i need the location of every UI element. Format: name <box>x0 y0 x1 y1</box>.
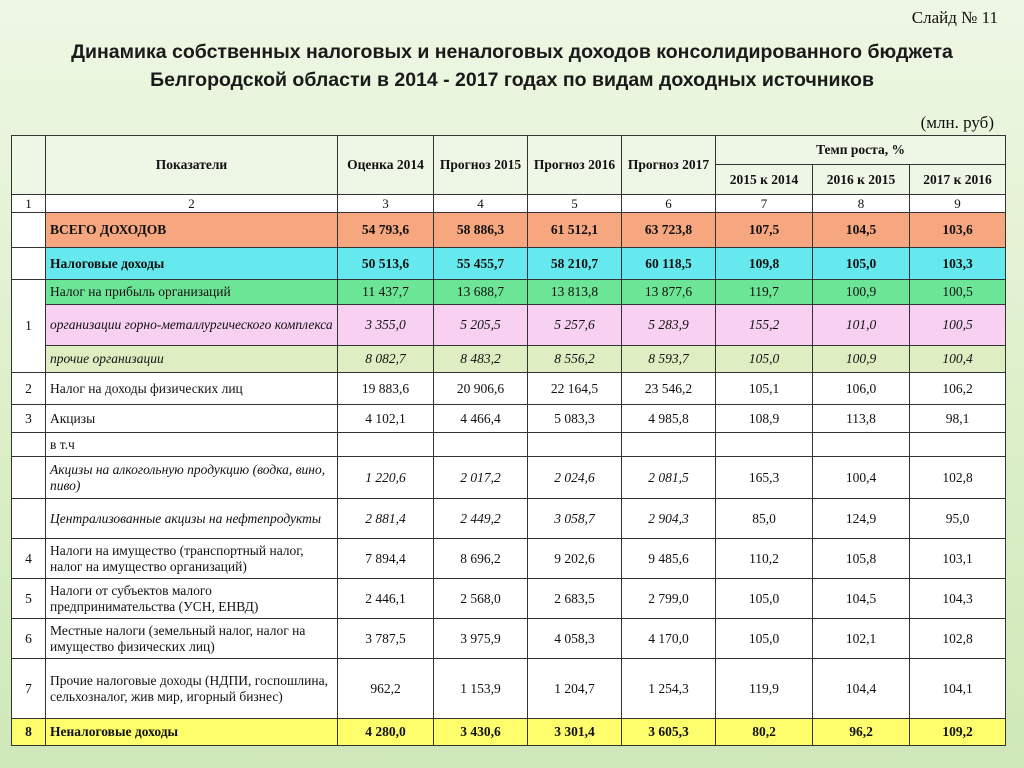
cell: 8 556,2 <box>528 346 622 373</box>
cell: 55 455,7 <box>434 248 528 280</box>
cell: 85,0 <box>716 499 813 539</box>
col-number: 3 <box>338 195 434 213</box>
cell <box>528 433 622 457</box>
cell: 103,3 <box>910 248 1006 280</box>
cell: 23 546,2 <box>622 373 716 405</box>
cell <box>813 433 910 457</box>
col-number: 5 <box>528 195 622 213</box>
row-other-companies <box>12 346 1006 373</box>
cell: 105,0 <box>813 248 910 280</box>
units-label: (млн. руб) <box>920 113 994 132</box>
row-small-business-tax <box>12 579 1006 619</box>
row-label: Налоги от субъектов малого предпринимательства (УСН, ЕНВД) <box>46 579 338 619</box>
cell: 4 466,4 <box>434 405 528 433</box>
header-growth-2016: 2016 к 2015 <box>813 165 910 195</box>
cell: 105,8 <box>813 539 910 579</box>
header-forecast-2017: Прогноз 2017 <box>622 136 716 195</box>
cell: 104,4 <box>813 659 910 719</box>
cell: 4 102,1 <box>338 405 434 433</box>
cell: 2 017,2 <box>434 457 528 499</box>
cell: 13 813,8 <box>528 280 622 305</box>
cell: 2 024,6 <box>528 457 622 499</box>
cell <box>434 433 528 457</box>
cell <box>716 433 813 457</box>
cell: 58 886,3 <box>434 213 528 248</box>
cell: 5 083,3 <box>528 405 622 433</box>
cell: 3 975,9 <box>434 619 528 659</box>
row-label: организации горно-металлургического комплекса <box>46 305 338 346</box>
revenue-table <box>11 135 1006 746</box>
cell: 3 355,0 <box>338 305 434 346</box>
cell: 5 205,5 <box>434 305 528 346</box>
cell: 20 906,6 <box>434 373 528 405</box>
row-mining-companies <box>12 305 1006 346</box>
cell: 124,9 <box>813 499 910 539</box>
cell: 3 605,3 <box>622 719 716 746</box>
cell: 104,1 <box>910 659 1006 719</box>
row-label: Местные налоги (земельный налог, налог на имущество физических лиц) <box>46 619 338 659</box>
cell: 61 512,1 <box>528 213 622 248</box>
row-nontax-revenue <box>12 719 1006 746</box>
row-label: Налог на прибыль организаций <box>46 280 338 305</box>
cell: 103,6 <box>910 213 1006 248</box>
cell: 95,0 <box>910 499 1006 539</box>
cell: 3 787,5 <box>338 619 434 659</box>
cell: 50 513,6 <box>338 248 434 280</box>
header-index <box>12 136 46 195</box>
cell: 4 058,3 <box>528 619 622 659</box>
cell: 104,5 <box>813 579 910 619</box>
cell: 3 058,7 <box>528 499 622 539</box>
cell: 4 985,8 <box>622 405 716 433</box>
cell: 2 799,0 <box>622 579 716 619</box>
cell: 105,0 <box>716 619 813 659</box>
cell: 8 696,2 <box>434 539 528 579</box>
row-total-revenue <box>12 213 1006 248</box>
cell: 119,7 <box>716 280 813 305</box>
cell: 7 894,4 <box>338 539 434 579</box>
row-label: Прочие налоговые доходы (НДПИ, госпошлина, сельхозналог, жив мир, игорный бизнес) <box>46 659 338 719</box>
row-other-tax <box>12 659 1006 719</box>
cell: 9 202,6 <box>528 539 622 579</box>
cell: 2 683,5 <box>528 579 622 619</box>
page-title <box>20 38 1004 94</box>
cell <box>910 433 1006 457</box>
cell: 105,0 <box>716 579 813 619</box>
cell: 100,9 <box>813 280 910 305</box>
cell: 2 081,5 <box>622 457 716 499</box>
cell: 3 430,6 <box>434 719 528 746</box>
row-index: 4 <box>12 539 46 579</box>
col-number: 8 <box>813 195 910 213</box>
cell: 60 118,5 <box>622 248 716 280</box>
col-number: 2 <box>46 195 338 213</box>
col-number: 1 <box>12 195 46 213</box>
row-index <box>12 213 46 248</box>
row-label: прочие организации <box>46 346 338 373</box>
cell: 102,1 <box>813 619 910 659</box>
cell: 119,9 <box>716 659 813 719</box>
cell: 113,8 <box>813 405 910 433</box>
cell: 1 153,9 <box>434 659 528 719</box>
cell: 11 437,7 <box>338 280 434 305</box>
row-label: Налоги на имущество (транспортный налог, налог на имущество организаций) <box>46 539 338 579</box>
row-profit-tax <box>12 280 1006 305</box>
cell: 1 254,3 <box>622 659 716 719</box>
row-index: 5 <box>12 579 46 619</box>
cell: 8 593,7 <box>622 346 716 373</box>
cell: 962,2 <box>338 659 434 719</box>
row-index <box>12 499 46 539</box>
slide-number: Слайд № 11 <box>911 8 998 27</box>
row-index <box>12 457 46 499</box>
row-label: Налоговые доходы <box>46 248 338 280</box>
row-index: 2 <box>12 373 46 405</box>
row-index <box>12 433 46 457</box>
cell: 58 210,7 <box>528 248 622 280</box>
cell: 108,9 <box>716 405 813 433</box>
title-line-2: Белгородской области в 2014 - 2017 годах по видам доходных источников <box>150 69 874 91</box>
cell: 4 280,0 <box>338 719 434 746</box>
row-label: в т.ч <box>46 433 338 457</box>
cell: 100,4 <box>910 346 1006 373</box>
cell: 106,2 <box>910 373 1006 405</box>
cell: 9 485,6 <box>622 539 716 579</box>
row-tax-revenue <box>12 248 1006 280</box>
cell: 2 449,2 <box>434 499 528 539</box>
cell: 8 082,7 <box>338 346 434 373</box>
cell: 165,3 <box>716 457 813 499</box>
cell: 109,2 <box>910 719 1006 746</box>
row-label: Акцизы на алкогольную продукцию (водка, вино, пиво) <box>46 457 338 499</box>
cell: 5 283,9 <box>622 305 716 346</box>
cell: 103,1 <box>910 539 1006 579</box>
col-number: 7 <box>716 195 813 213</box>
row-alcohol-excise <box>12 457 1006 499</box>
row-label: Налог на доходы физических лиц <box>46 373 338 405</box>
row-label: Акцизы <box>46 405 338 433</box>
header-estimate-2014: Оценка 2014 <box>338 136 434 195</box>
cell: 100,9 <box>813 346 910 373</box>
cell: 19 883,6 <box>338 373 434 405</box>
cell: 13 877,6 <box>622 280 716 305</box>
header-indicators: Показатели <box>46 136 338 195</box>
row-index <box>12 248 46 280</box>
row-label: ВСЕГО ДОХОДОВ <box>46 213 338 248</box>
header-growth-2017: 2017 к 2016 <box>910 165 1006 195</box>
cell: 100,4 <box>813 457 910 499</box>
column-numbers-row <box>12 195 1006 213</box>
cell: 105,0 <box>716 346 813 373</box>
cell: 4 170,0 <box>622 619 716 659</box>
title-line-1: Динамика собственных налоговых и неналоговых доходов консолидированного бюджета <box>71 41 953 63</box>
cell: 22 164,5 <box>528 373 622 405</box>
header-growth-rate: Темп роста, % <box>716 136 1006 165</box>
cell: 2 568,0 <box>434 579 528 619</box>
cell: 100,5 <box>910 305 1006 346</box>
cell: 2 446,1 <box>338 579 434 619</box>
cell: 13 688,7 <box>434 280 528 305</box>
row-excise <box>12 405 1006 433</box>
cell: 106,0 <box>813 373 910 405</box>
row-ndfl <box>12 373 1006 405</box>
cell: 54 793,6 <box>338 213 434 248</box>
row-index: 7 <box>12 659 46 719</box>
row-fuel-excise <box>12 499 1006 539</box>
cell: 155,2 <box>716 305 813 346</box>
cell: 104,5 <box>813 213 910 248</box>
header-forecast-2016: Прогноз 2016 <box>528 136 622 195</box>
cell: 8 483,2 <box>434 346 528 373</box>
row-local-tax <box>12 619 1006 659</box>
cell: 100,5 <box>910 280 1006 305</box>
cell: 5 257,6 <box>528 305 622 346</box>
cell: 110,2 <box>716 539 813 579</box>
cell: 102,8 <box>910 619 1006 659</box>
row-label: Неналоговые доходы <box>46 719 338 746</box>
cell: 80,2 <box>716 719 813 746</box>
cell: 1 220,6 <box>338 457 434 499</box>
cell: 104,3 <box>910 579 1006 619</box>
cell: 2 881,4 <box>338 499 434 539</box>
cell: 109,8 <box>716 248 813 280</box>
row-index: 3 <box>12 405 46 433</box>
cell <box>622 433 716 457</box>
cell: 105,1 <box>716 373 813 405</box>
cell: 102,8 <box>910 457 1006 499</box>
col-number: 9 <box>910 195 1006 213</box>
header-forecast-2015: Прогноз 2015 <box>434 136 528 195</box>
row-index: 8 <box>12 719 46 746</box>
cell: 2 904,3 <box>622 499 716 539</box>
cell: 107,5 <box>716 213 813 248</box>
row-index: 6 <box>12 619 46 659</box>
cell: 98,1 <box>910 405 1006 433</box>
row-index: 1 <box>12 280 46 373</box>
row-including <box>12 433 1006 457</box>
cell: 1 204,7 <box>528 659 622 719</box>
col-number: 6 <box>622 195 716 213</box>
cell: 3 301,4 <box>528 719 622 746</box>
row-label: Централизованные акцизы на нефтепродукты <box>46 499 338 539</box>
header-growth-2015: 2015 к 2014 <box>716 165 813 195</box>
cell: 101,0 <box>813 305 910 346</box>
col-number: 4 <box>434 195 528 213</box>
cell <box>338 433 434 457</box>
cell: 96,2 <box>813 719 910 746</box>
row-property-tax <box>12 539 1006 579</box>
cell: 63 723,8 <box>622 213 716 248</box>
